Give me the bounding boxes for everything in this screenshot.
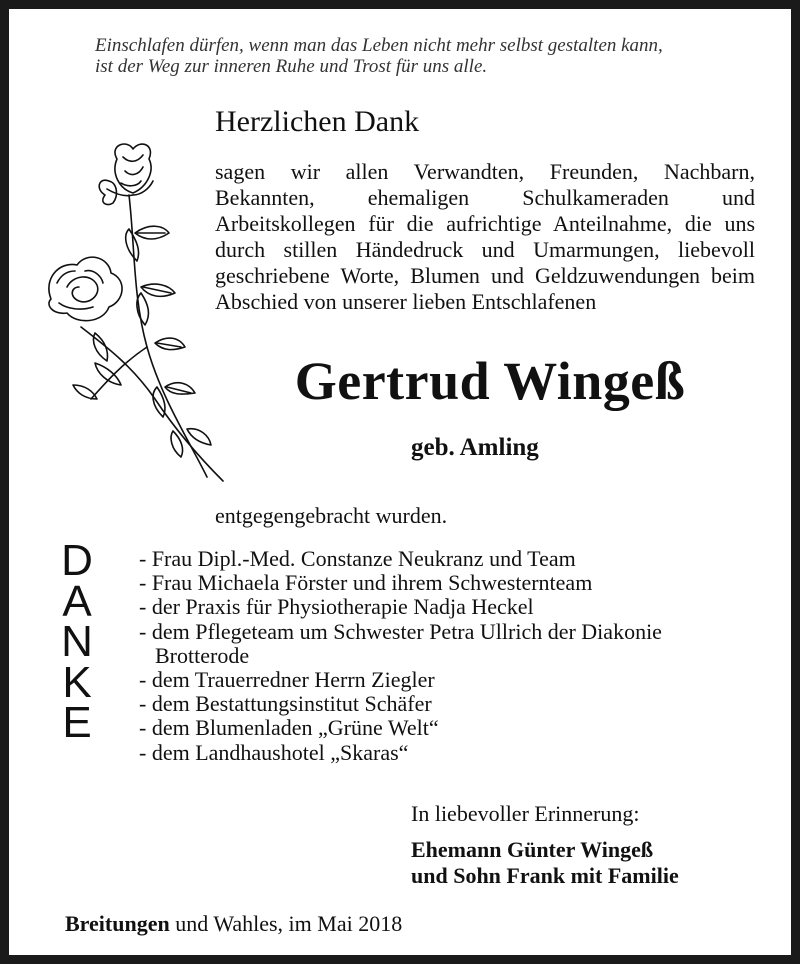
- list-item: - dem Blumenladen „Grüne Welt“: [139, 715, 439, 741]
- danke-letter: N: [61, 617, 93, 666]
- list-item: - Frau Michaela Förster und ihrem Schwesternteam: [139, 570, 593, 596]
- signer-line-2: und Sohn Frank mit Familie: [411, 863, 679, 888]
- list-item: - der Praxis für Physiotherapie Nadja Heckel: [139, 594, 534, 620]
- motto-line-2: ist der Weg zur inneren Ruhe und Trost für uns alle.: [95, 56, 488, 77]
- danke-letter: E: [62, 698, 92, 747]
- danke-vertical-word: [55, 536, 99, 747]
- maiden-name: geb. Amling: [411, 434, 539, 461]
- place-town: Breitungen: [65, 911, 170, 936]
- list-item: - dem Landhaushotel „Skaras“: [139, 739, 409, 765]
- signers: [411, 837, 679, 889]
- signer-line-1: Ehemann Günter Wingeß: [411, 837, 654, 862]
- rose-illustration-icon: [37, 137, 247, 489]
- place-rest: und Wahles, im Mai 2018: [169, 911, 403, 936]
- deceased-name: Gertrud Wingeß: [294, 351, 686, 411]
- heading: Herzlichen Dank: [215, 105, 420, 138]
- closing-phrase: entgegengebracht wurden.: [215, 503, 448, 528]
- motto-quote: [95, 35, 755, 77]
- danke-letter: D: [61, 536, 93, 585]
- danke-letter: A: [62, 576, 92, 626]
- thanks-list: [139, 547, 675, 765]
- thanks-paragraph: sagen wir allen Verwandten, Freunden, Nachbarn, Bekannten, ehemaligen Schulkameraden und Arbeitskollegen für die aufrichtige Anteilnahme, die uns durch stillen Händedruck und Umarmungen, liebevoll geschriebene Worte, Blumen und Geldzuwendungen beim Abschied von unserer lieben Entschlafenen: [215, 159, 755, 314]
- danke-letter: K: [62, 657, 92, 707]
- memory-line: In liebevoller Erinnerung:: [411, 801, 640, 826]
- place-and-date: [65, 911, 402, 937]
- list-item: - dem Trauerredner Herrn Ziegler: [139, 667, 435, 693]
- list-item: - dem Bestattungsinstitut Schäfer: [139, 691, 432, 717]
- list-item: - Frau Dipl.-Med. Constanze Neukranz und Team: [139, 546, 576, 571]
- list-item: - dem Pflegeteam um Schwester Petra Ullrich der Diakonie Brotterode: [139, 618, 662, 668]
- motto-line-1: Einschlafen dürfen, wenn man das Leben nicht mehr selbst gestalten kann,: [95, 35, 663, 56]
